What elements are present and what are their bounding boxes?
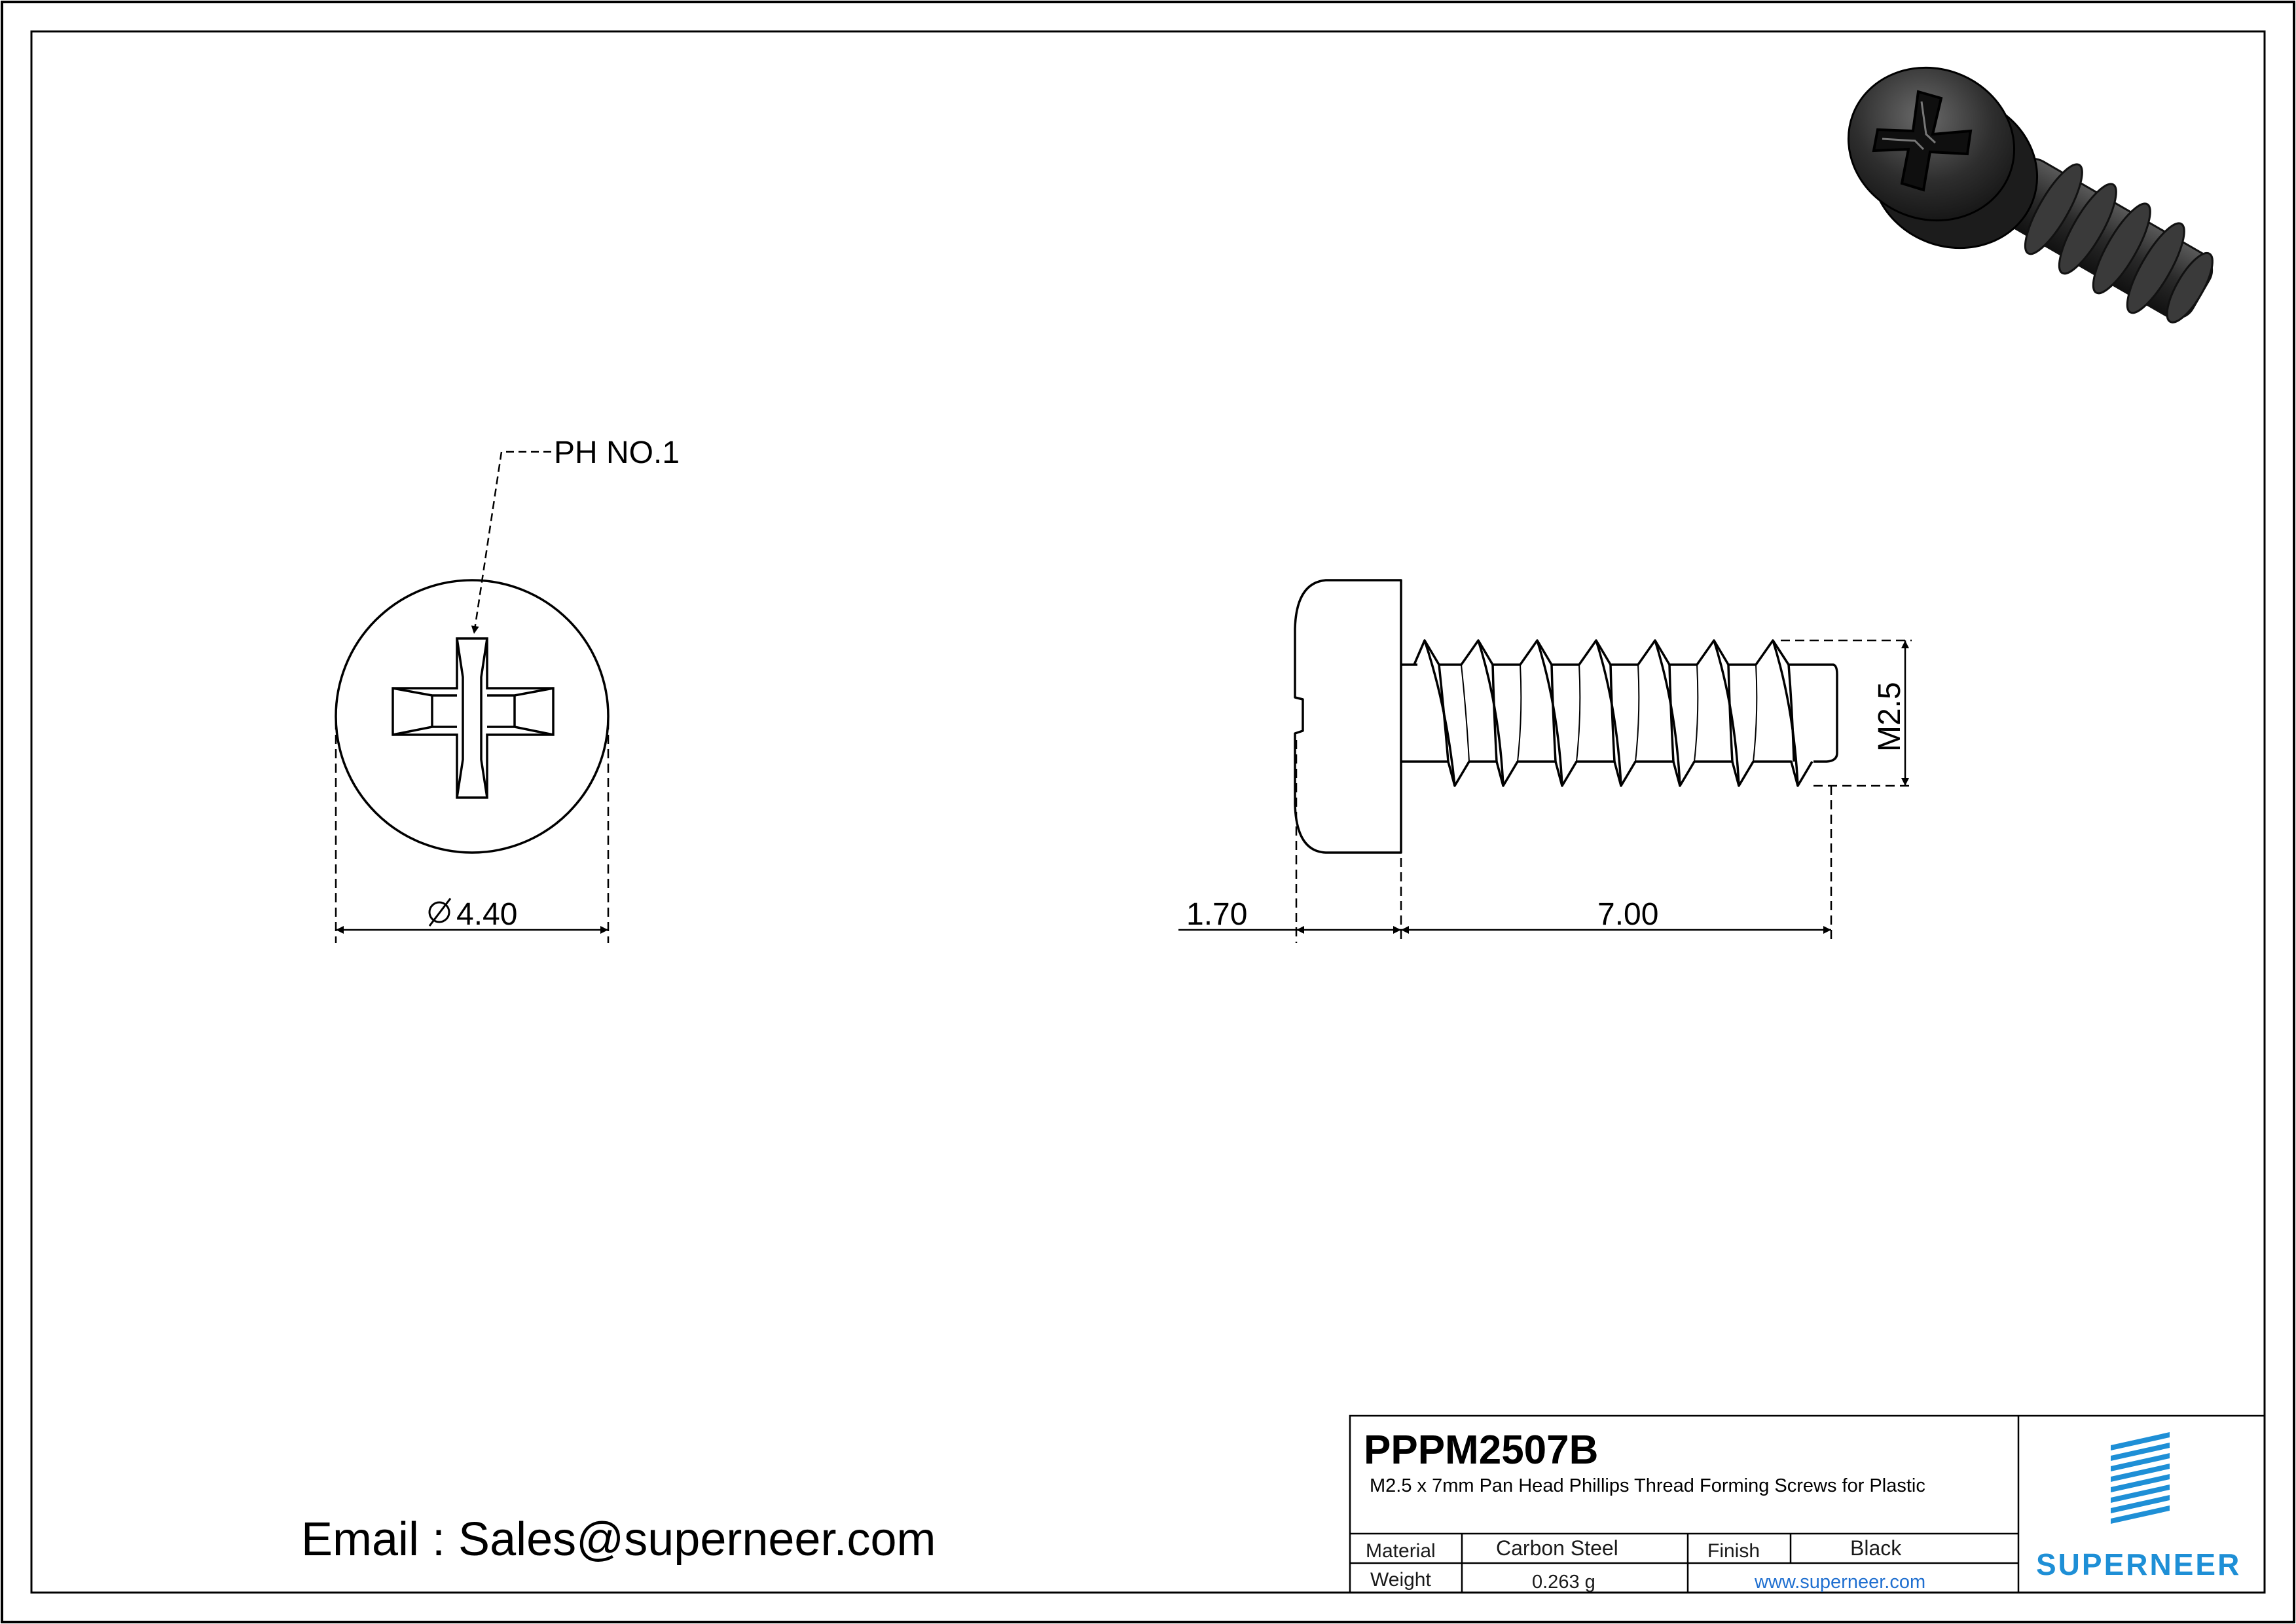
callout-label: PH NO.1 [554,435,680,470]
inner-border [31,31,2265,1593]
callout-leader [474,452,551,634]
weight-label: Weight [1370,1569,1431,1591]
email-line[interactable]: Email : Sales@superneer.com [301,1513,936,1566]
diameter-icon [429,898,450,926]
screw-3d-render [1827,45,2227,339]
finish-label: Finish [1707,1540,1760,1562]
dim-length: 7.00 [1597,897,1659,932]
part-description: M2.5 x 7mm Pan Head Phillips Thread Forming Screws for Plastic [1370,1475,1925,1496]
website-link[interactable]: www.superneer.com [1755,1572,1926,1593]
dim-head-diameter: 4.40 [456,897,518,932]
screw-side-view [1295,580,1837,853]
superneer-stripes-icon [2111,1432,2170,1524]
dim-thread: M2.5 [1872,682,1907,752]
material-label: Material [1366,1540,1436,1562]
finish-value: Black [1850,1536,1902,1560]
side-dimensions [1178,640,1912,943]
material-value: Carbon Steel [1496,1536,1618,1560]
part-number: PPPM2507B [1364,1428,1599,1473]
weight-value: 0.263 g [1532,1572,1595,1593]
logo-text: SUPERNEER [2036,1547,2242,1581]
head-top-view [336,580,608,853]
dim-head-height: 1.70 [1186,897,1248,932]
